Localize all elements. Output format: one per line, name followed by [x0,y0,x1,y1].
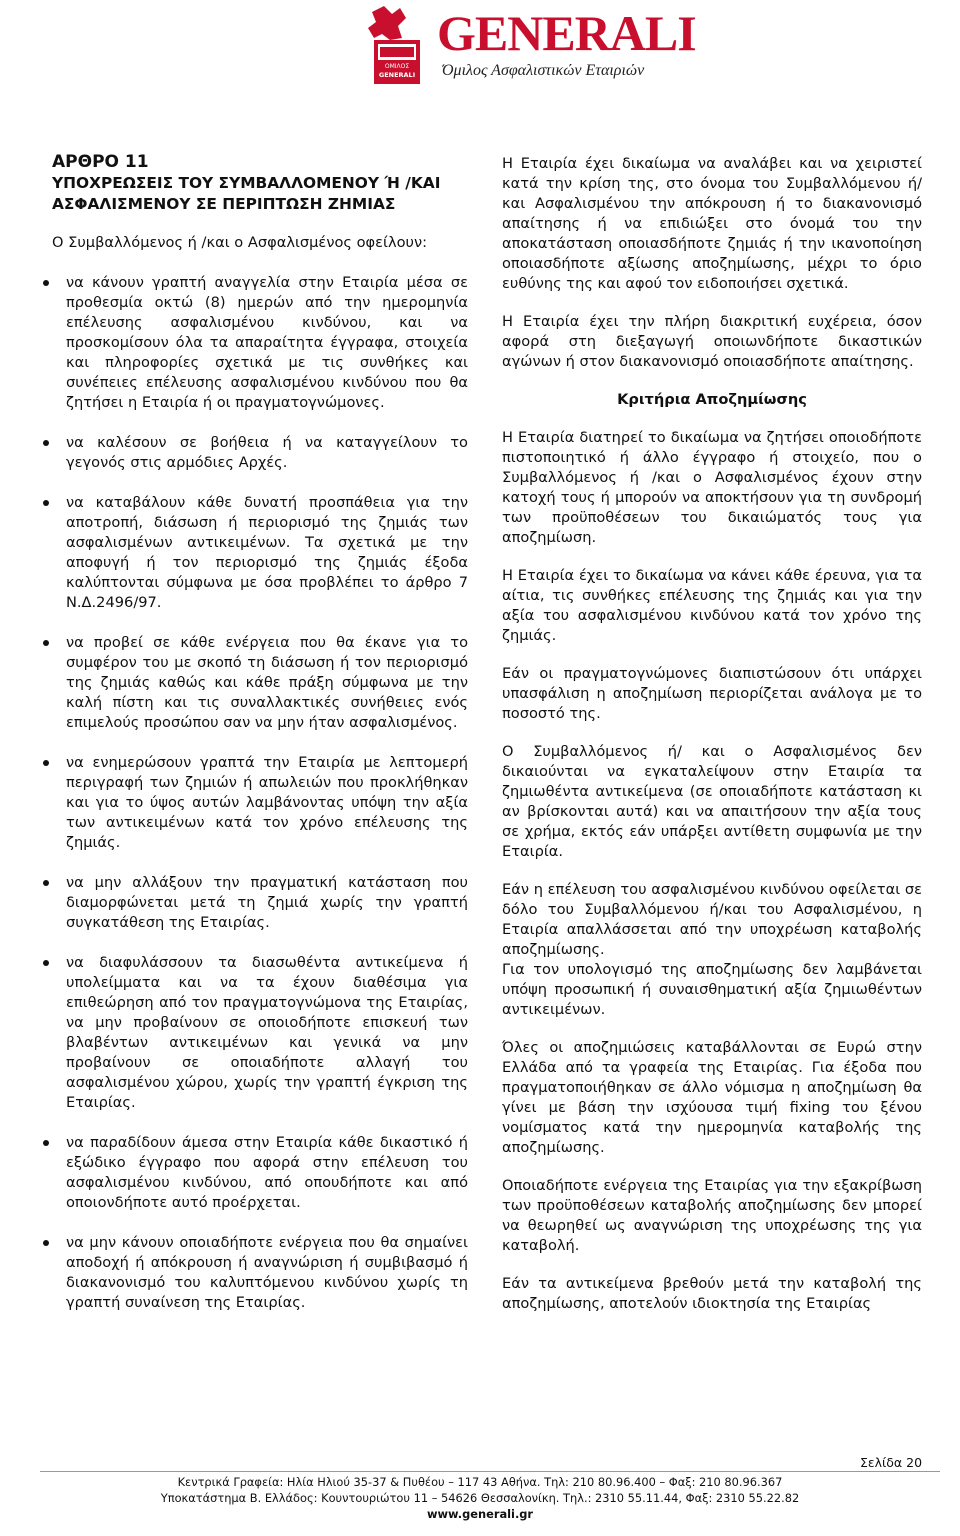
paragraph-verification: Οποιαδήποτε ενέργεια της Εταιρίας για την εξακρίβωση των προϋποθέσεων καταβολής αποζημίωσης δεν μπορεί να θεωρηθεί ως αναγνώριση της υποχρέωσης της για καταβολή. [502,1177,922,1254]
bullet-text: να διαφυλάσσουν τα διασωθέντα αντικείμενα ή υπολείμματα και να τα έχουν διαθέσιμα για επιθεώρηση από τον πραγματογνώμονα της Εταιρίας, να μην προβαίνουν σε οποιοδήποτε επισκευή των βλαβέντων αντικειμένων και γενικά να μην προβαίνουν σε οποιαδήποτε αλλαγή του ασφαλισμένου χώρου, χωρίς την γραπτή έγκριση της Εταιρίας. [66,954,468,1111]
bullet-icon [43,1240,49,1246]
paragraph-sentimental-value: Για τον υπολογισμό της αποζημίωσης δεν λαμβάνεται υπόψη προσωπική ή συναισθηματική αξία ζημιωθέντων αντικειμένων. [502,961,922,1018]
paragraph-currency: Όλες οι αποζημιώσεις καταβάλλονται σε Ευρώ στην Ελλάδα από τα γραφεία της Εταιρίας. Για έξοδα που πραγματοποιήθηκαν σε άλλο νόμισμα η αποζημίωση θα γίνει με βάση την ισχύουσα τιμή fixing του ξένου νομίσματος κατά την ημερομηνία καταβολής της αποζημίωσης. [502,1039,922,1156]
bullet-text: να ενημερώσουν γραπτά την Εταιρία με λεπτομερή περιγραφή των ζημιών ή απωλειών που προκλήθηκαν και για το ύψος αυτών λαμβάνοντας υπόψη την αξία των αντικειμένων κατά τον χρόνο επέλευσης της ζημιάς. [66,754,468,851]
paragraph-fraud: Εάν η επέλευση του ασφαλισμένου κινδύνου οφείλεται σε δόλο του Συμβαλλόμενου ή/και του Ασφαλισμένου, η Εταιρία απαλλάσσεται από την υποχρέωση καταβολής αποζημίωσης. [502,881,922,958]
list-item [52,493,468,613]
footer-head-office: Κεντρικά Γραφεία: Ηλία Ηλιού 35-37 & Πυθέου – 117 43 Αθήνα. Τηλ: 210 80.96.400 – Φαξ: 210 80.96.367 [177,1475,783,1489]
page-number: Σελίδα 20 [860,1455,923,1470]
list-item [52,1133,468,1213]
list-item [52,273,468,413]
emblem-line-2: GENERALI [378,71,416,79]
footer-divider [40,1471,940,1472]
obligations-intro: Ο Συμβαλλόμενος ή /και ο Ασφαλισμένος οφείλουν: [52,234,428,251]
bullet-icon [43,500,49,506]
list-item [52,753,468,853]
bullet-text: να καλέσουν σε βοήθεια ή να καταγγείλουν το γεγονός στις αρμόδιες Αρχές. [66,434,468,471]
paragraph-underinsurance: Εάν οι πραγματογνώμονες διαπιστώσουν ότι υπάρχει υπασφάλιση η αποζημίωση περιορίζεται ανάλογα με το ποσοστό της. [502,665,922,722]
paragraph-claim-handling: Η Εταιρία έχει δικαίωμα να αναλάβει και να χειριστεί κατά την κρίση της, στο όνομα του Συμβαλλόμενου ή/ και Ασφαλισμένου την απόκρουση ή το διακανονισμό απαίτησης ή να επιδιώξει στο όνομά του την αποκατάσταση οποιασδήποτε ζημιάς ή την ικανοποίηση οποιασδήποτε αξίωσης αποζημίωσης, μέχρι το όριο ευθύνης της και αφού τον ειδοποιήσει σχετικά. [502,155,922,292]
bullet-icon [43,960,49,966]
footer-branch-office: Υποκατάστημα Β. Ελλάδος: Κουντουριώτου 11 – 54626 Θεσσαλονίκη. Τηλ.: 2310 55.11.44, Φαξ: 2310 55.22.82 [160,1491,800,1505]
article-title: ΑΡΘΡΟ 11 [52,152,149,172]
bullet-icon [43,760,49,766]
list-item [52,1233,468,1313]
brand-name: GENERALI [437,5,696,61]
footer [0,1474,960,1522]
bullet-text: να προβεί σε κάθε ενέργεια που θα έκανε για το συμφέρον του με σκοπό τη διάσωση ή τον περιορισμό της ζημιάς καθώς και κάθε πράξη σύμφωνα με την καλή πίστη και τις συναλλακτικές συνήθειες ενός επιμελούς προσώπου σαν να μην ήταν ασφαλισμένος. [66,634,468,731]
brand-tagline: Όμιλος Ασφαλιστικών Εταιριών [442,62,645,79]
paragraph-recovered-items: Εάν τα αντικείμενα βρεθούν μετά την καταβολή της αποζημίωσης, αποτελούν ιδιοκτησία της Εταιρίας [502,1275,922,1312]
footer-website-link[interactable]: www.generali.gr [426,1507,534,1521]
paragraph-investigation: Η Εταιρία έχει το δικαίωμα να κάνει κάθε έρευνα, για τα αίτια, τις συνθήκες επέλευσης της ζημιάς και για την αξία του ασφαλισμένου κινδύνου κατά τον χρόνο της ζημιάς. [502,567,922,644]
bullet-icon [43,640,49,646]
bullet-icon [43,280,49,286]
bullet-icon [43,1140,49,1146]
paragraph-discretion: Η Εταιρία έχει την πλήρη διακριτική ευχέρεια, όσον αφορά στη διεξαγωγή οποιωνδήποτε δικαστικών αγώνων ή στον διακανονισμό οποιασδήποτε απαίτησης. [502,313,922,370]
paragraph-abandonment: Ο Συμβαλλόμενος ή/ και ο Ασφαλισμένος δεν δικαιούνται να εγκαταλείψουν στην Εταιρία τα ζημιωθέντα αντικείμενα (σε οποιαδήποτε κατάσταση κι αν βρίσκονται αυτά) και να απαιτήσουν την αξία τους σε χρήμα, εκτός εάν υπάρξει αντίθετη συμφωνία με την Εταιρία. [502,743,922,860]
header-logo [362,2,696,92]
list-item [52,953,468,1113]
left-column [52,152,468,1333]
section-heading-compensation-criteria: Κριτήρια Αποζημίωσης [617,391,807,408]
list-item [52,633,468,733]
list-item [52,433,468,473]
bullet-text: να καταβάλουν κάθε δυνατή προσπάθεια για την αποτροπή, διάσωση ή περιορισμό της ζημιάς των ασφαλισμένων αντικειμένων. Τα σχετικά με την αποφυγή ή τον περιορισμό της ζημιάς έξοδα καλύπτονται σύμφωνα με όσα προβλέπει το άρθρο 7 Ν.Δ.2496/97. [66,494,468,611]
bullet-text: να παραδίδουν άμεσα στην Εταιρία κάθε δικαστικό ή εξώδικο έγγραφο που αφορά στην επέλευση του ασφαλισμένου κινδύνου, από οπουδήποτε και από οποιονδήποτε αυτό προέρχεται. [66,1134,468,1211]
list-item [52,873,468,933]
bullet-text: να μην αλλάξουν την πραγματική κατάσταση που διαμορφώνεται μετά τη ζημιά χωρίς την γραπτή συγκατάθεση της Εταιρίας. [66,874,468,931]
bullet-text: να μην κάνουν οποιαδήποτε ενέργεια που θα σημαίνει αποδοχή ή απόκρουση ή αναγνώριση ή συμβιβασμό ή διακανονισμό του καλυπτόμενου κινδύνου χωρίς τη γραπτή συναίνεση της Εταιρίας. [66,1234,468,1311]
right-column [502,154,922,1332]
lion-emblem-icon [362,4,432,84]
obligations-list [52,273,468,1313]
emblem-line-1: ΟΜΙΛΟΣ [384,63,410,70]
bullet-icon [43,440,49,446]
bullet-text: να κάνουν γραπτή αναγγελία στην Εταιρία μέσα σε προθεσμία οκτώ (8) ημερών από την ημερομηνία επέλευσης ασφαλισμένου κινδύνου, και να προσκομίσουν όλα τα απαραίτητα έγγραφα, στοιχεία και πληροφορίες σχετικά με τις συνθήκες και συνέπειες επέλευσης ασφαλισμένου κινδύνου που θα ζητήσει η Εταιρία ή οι πραγματογνώμονες. [66,274,468,411]
article-subtitle: ΥΠΟΧΡΕΩΣΕΙΣ ΤΟΥ ΣΥΜΒΑΛΛΟΜΕΝΟΥ Ή /ΚΑΙ ΑΣΦΑΛΙΣΜΕΝΟΥ ΣΕ ΠΕΡΙΠΤΩΣΗ ΖΗΜΙΑΣ [52,174,441,213]
paragraph-documents: Η Εταιρία διατηρεί το δικαίωμα να ζητήσει οποιοδήποτε πιστοποιητικό ή άλλο έγγραφο ή στοιχείο, που ο Συμβαλλόμενος ή /και ο Ασφαλισμένος έχουν στην κατοχή τους ή μπορούν να αποκτήσουν για τη συνδρομή των προϋποθέσεων του δικαιώματός τους για αποζημίωση. [502,429,922,546]
bullet-icon [43,880,49,886]
